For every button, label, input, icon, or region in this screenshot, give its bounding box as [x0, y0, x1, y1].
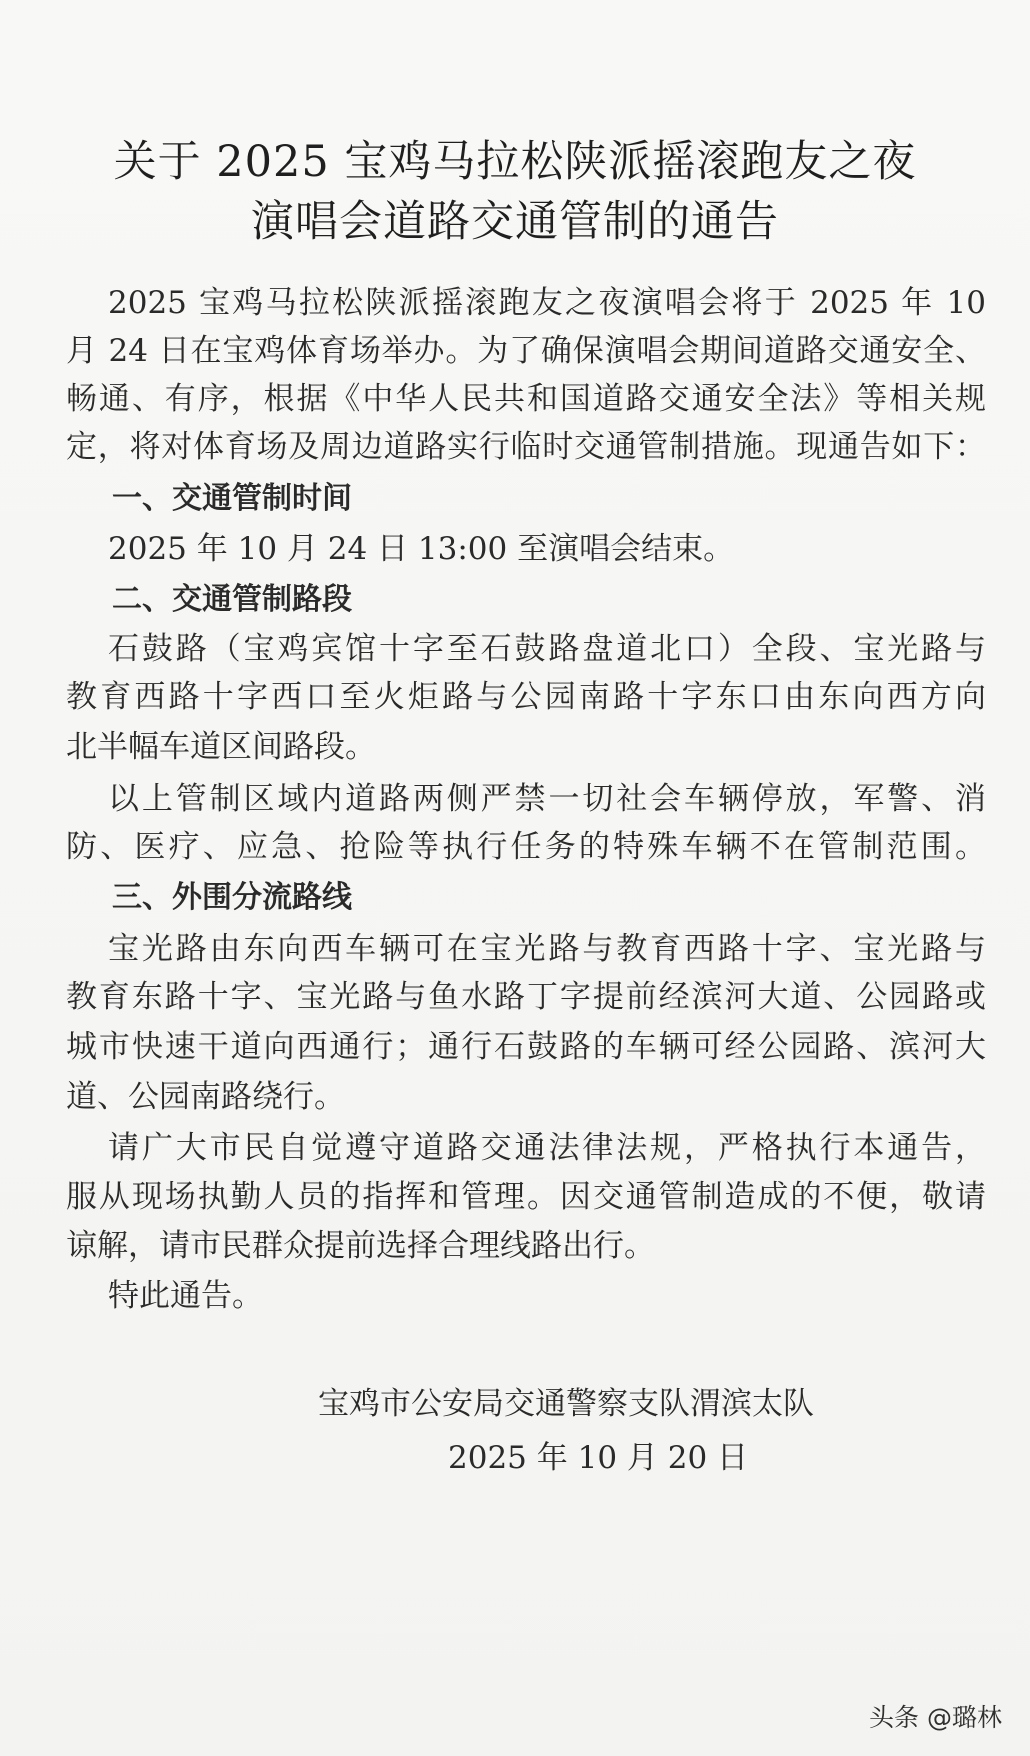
section-1-heading: 一、交通管制时间: [112, 481, 352, 516]
intro-line-2: 月 24 日在宝鸡体育场举办。为了确保演唱会期间道路交通安全、: [66, 333, 986, 369]
section-1-text: 2025 年 10 月 24 日 13:00 至演唱会结束。: [108, 531, 735, 567]
signature-date: 2025 年 10 月 20 日: [448, 1440, 749, 1476]
section-2-para1-line-2: 教育西路十字西口至火炬路与公园南路十字东口由东向西方向: [66, 679, 986, 715]
section-3-line-4: 道、公园南路绕行。: [66, 1079, 345, 1115]
section-2-para1-line-3: 北半幅车道区间路段。: [66, 729, 376, 765]
section-3-heading: 三、外围分流路线: [112, 880, 352, 915]
section-2-para2-line-1: 以上管制区域内道路两侧严禁一切社会车辆停放，军警、消: [108, 781, 986, 817]
document-title-line-2: 演唱会道路交通管制的通告: [251, 197, 779, 247]
document-title-line-1: 关于 2025 宝鸡马拉松陕派摇滚跑友之夜: [113, 137, 917, 187]
closing-phrase: 特此通告。: [108, 1278, 263, 1314]
section-3-line-1: 宝光路由东向西车辆可在宝光路与教育西路十字、宝光路与: [108, 931, 986, 967]
closing-line-1: 请广大市民自觉遵守道路交通法律法规，严格执行本通告，: [108, 1130, 986, 1166]
section-2-para1-line-1: 石鼓路（宝鸡宾馆十字至石鼓路盘道北口）全段、宝光路与: [108, 631, 986, 667]
section-2-heading: 二、交通管制路段: [112, 582, 352, 617]
watermark-text: 头条 @璐林: [869, 1703, 1002, 1732]
closing-line-2: 服从现场执勤人员的指挥和管理。因交通管制造成的不便，敬请: [66, 1179, 986, 1215]
section-2-para2-line-2: 防、医疗、应急、抢险等执行任务的特殊车辆不在管制范围。: [66, 829, 986, 865]
closing-line-3: 谅解，请市民群众提前选择合理线路出行。: [66, 1228, 655, 1264]
intro-line-3: 畅通、有序，根据《中华人民共和国道路交通安全法》等相关规: [66, 381, 986, 417]
section-3-line-2: 教育东路十字、宝光路与鱼水路丁字提前经滨河大道、公园路或: [66, 979, 986, 1015]
intro-line-1: 2025 宝鸡马拉松陕派摇滚跑友之夜演唱会将于 2025 年 10: [108, 285, 986, 321]
intro-line-4: 定，将对体育场及周边道路实行临时交通管制措施。现通告如下：: [66, 429, 986, 465]
signature-organization: 宝鸡市公安局交通警察支队渭滨太队: [318, 1386, 814, 1422]
section-3-line-3: 城市快速干道向西通行；通行石鼓路的车辆可经公园路、滨河大: [66, 1029, 986, 1065]
